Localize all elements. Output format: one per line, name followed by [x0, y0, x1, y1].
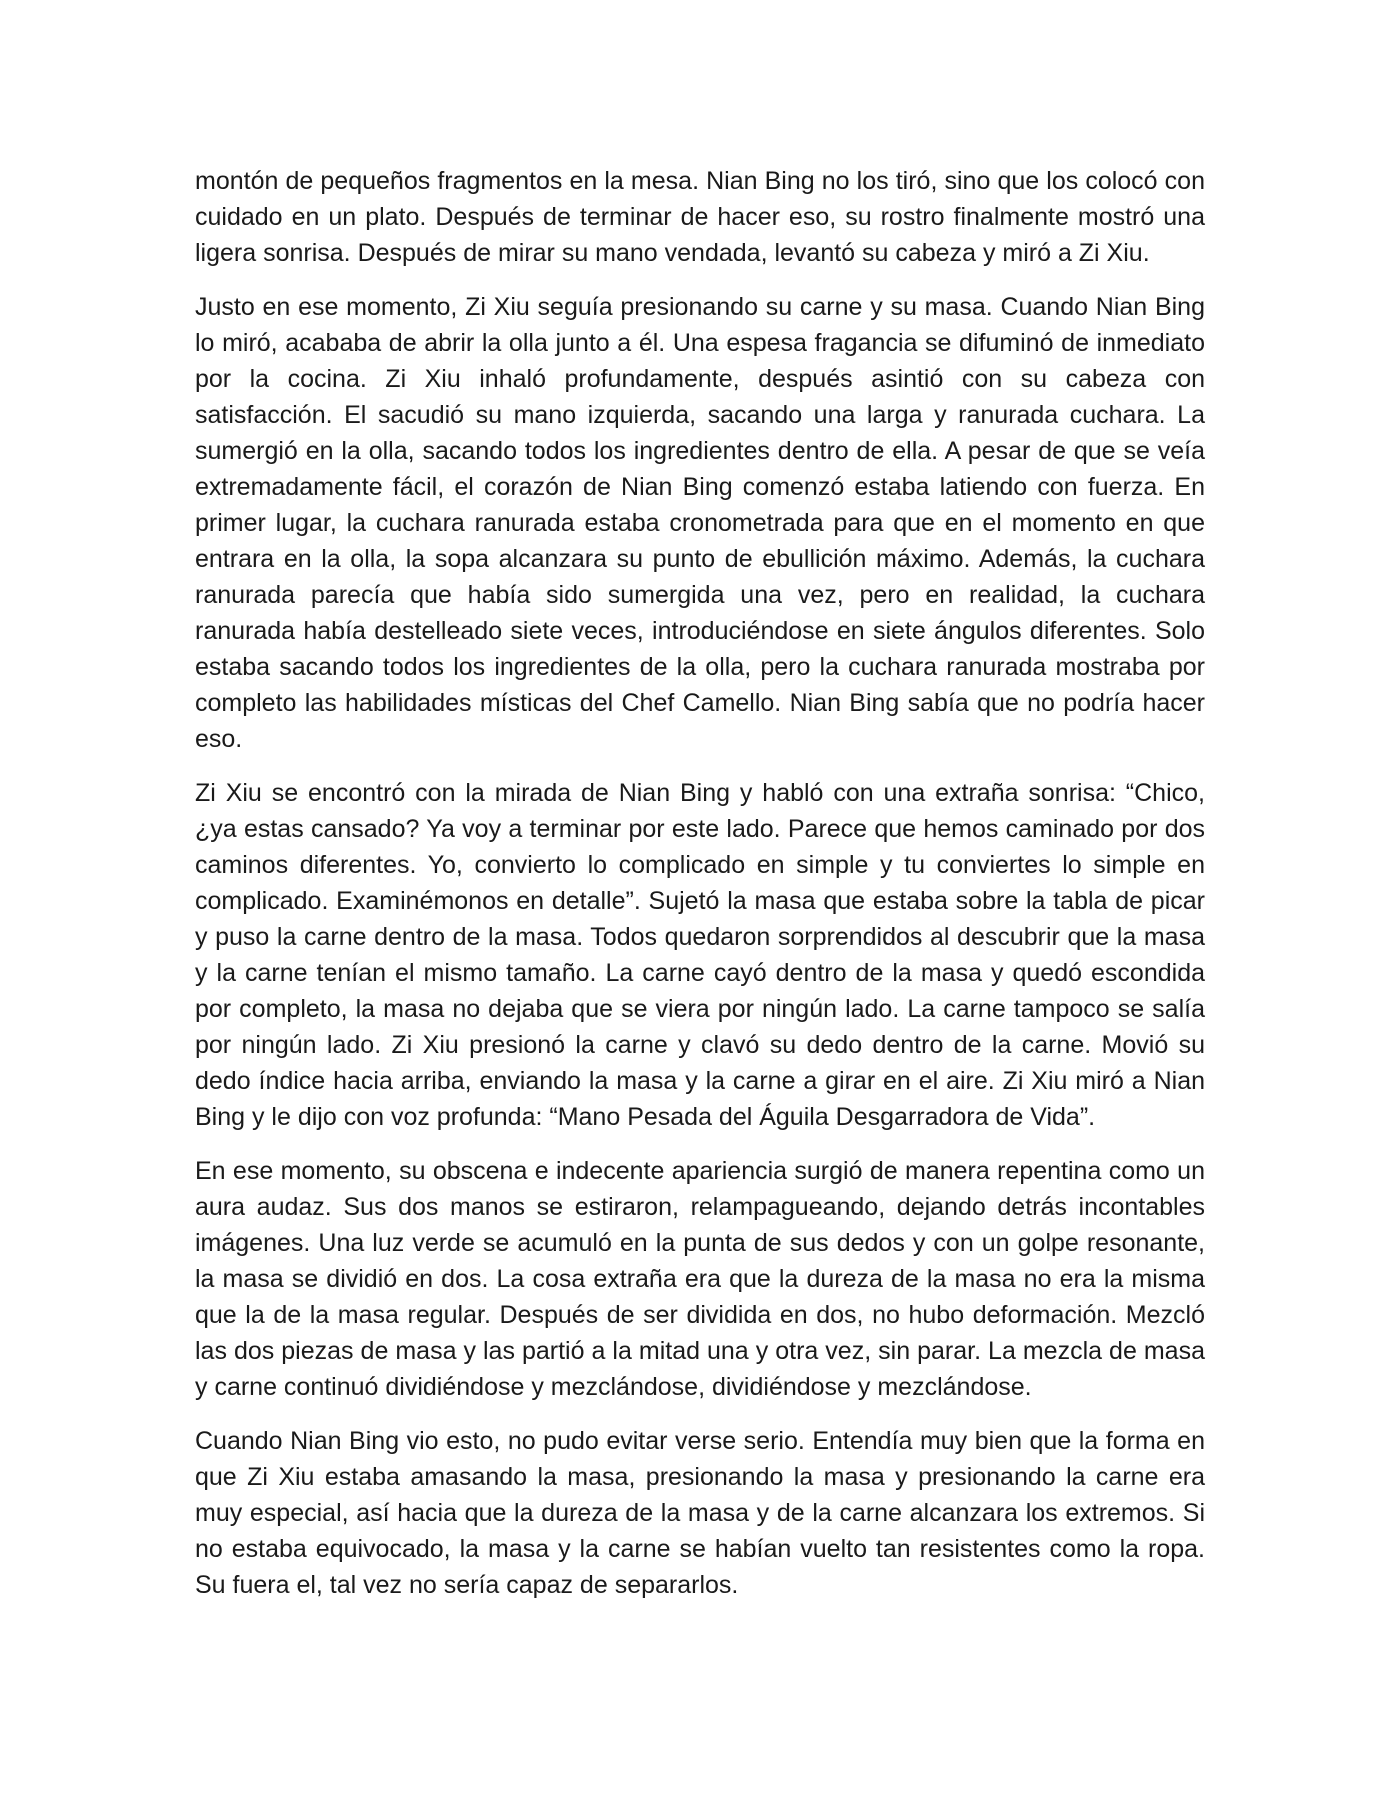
body-text	[195, 163, 1205, 1621]
paragraph: Cuando Nian Bing vio esto, no pudo evitar verse serio. Entendía muy bien que la forma en que Zi Xiu estaba amasando la masa, presionando la masa y presionando la carne era muy especial, así hacia que la dureza de la masa y de la carne alcanzara los extremos. Si no estaba equivocado, la masa y la carne se habían vuelto tan resistentes como la ropa. Su fuera el, tal vez no sería capaz de separarlos.	[195, 1427, 1205, 1599]
paragraph: Zi Xiu se encontró con la mirada de Nian Bing y habló con una extraña sonrisa: “Chico, ¿ya estas cansado? Ya voy a terminar por este lado. Parece que hemos caminado por dos caminos diferentes. Yo, convierto lo complicado en simple y tu conviertes lo simple en complicado. Examinémonos en detalle”. Sujetó la masa que estaba sobre la tabla de picar y puso la carne dentro de la masa. Todos quedaron sorprendidos al descubrir que la masa y la carne tenían el mismo tamaño. La carne cayó dentro de la masa y quedó escondida por completo, la masa no dejaba que se viera por ningún lado. La carne tampoco se salía por ningún lado. Zi Xiu presionó la carne y clavó su dedo dentro de la carne. Movió su dedo índice hacia arriba, enviando la masa y la carne a girar en el aire. Zi Xiu miró a Nian Bing y le dijo con voz profunda: “Mano Pesada del Águila Desgarradora de Vida”.	[195, 779, 1205, 1131]
paragraph: montón de pequeños fragmentos en la mesa. Nian Bing no los tiró, sino que los colocó con cuidado en un plato. Después de terminar de hacer eso, su rostro finalmente mostró una ligera sonrisa. Después de mirar su mano vendada, levantó su cabeza y miró a Zi Xiu.	[195, 167, 1205, 267]
paragraph: Justo en ese momento, Zi Xiu seguía presionando su carne y su masa. Cuando Nian Bing lo miró, acababa de abrir la olla junto a él. Una espesa fragancia se difuminó de inmediato por la cocina. Zi Xiu inhaló profundamente, después asintió con su cabeza con satisfacción. El sacudió su mano izquierda, sacando una larga y ranurada cuchara. La sumergió en la olla, sacando todos los ingredientes dentro de ella. A pesar de que se veía extremadamente fácil, el corazón de Nian Bing comenzó estaba latiendo con fuerza. En primer lugar, la cuchara ranurada estaba cronometrada para que en el momento en que entrara en la olla, la sopa alcanzara su punto de ebullición máximo. Además, la cuchara ranurada parecía que había sido sumergida una vez, pero en realidad, la cuchara ranurada había destelleado siete veces, introduciéndose en siete ángulos diferentes. Solo estaba sacando todos los ingredientes de la olla, pero la cuchara ranurada mostraba por completo las habilidades místicas del Chef Camello. Nian Bing sabía que no podría hacer eso.	[195, 293, 1205, 753]
paragraph: En ese momento, su obscena e indecente apariencia surgió de manera repentina como un aura audaz. Sus dos manos se estiraron, relampagueando, dejando detrás incontables imágenes. Una luz verde se acumuló en la punta de sus dedos y con un golpe resonante, la masa se dividió en dos. La cosa extraña era que la dureza de la masa no era la misma que la de la masa regular. Después de ser dividida en dos, no hubo deformación. Mezcló las dos piezas de masa y las partió a la mitad una y otra vez, sin parar. La mezcla de masa y carne continuó dividiéndose y mezclándose, dividiéndose y mezclándose.	[195, 1157, 1205, 1401]
